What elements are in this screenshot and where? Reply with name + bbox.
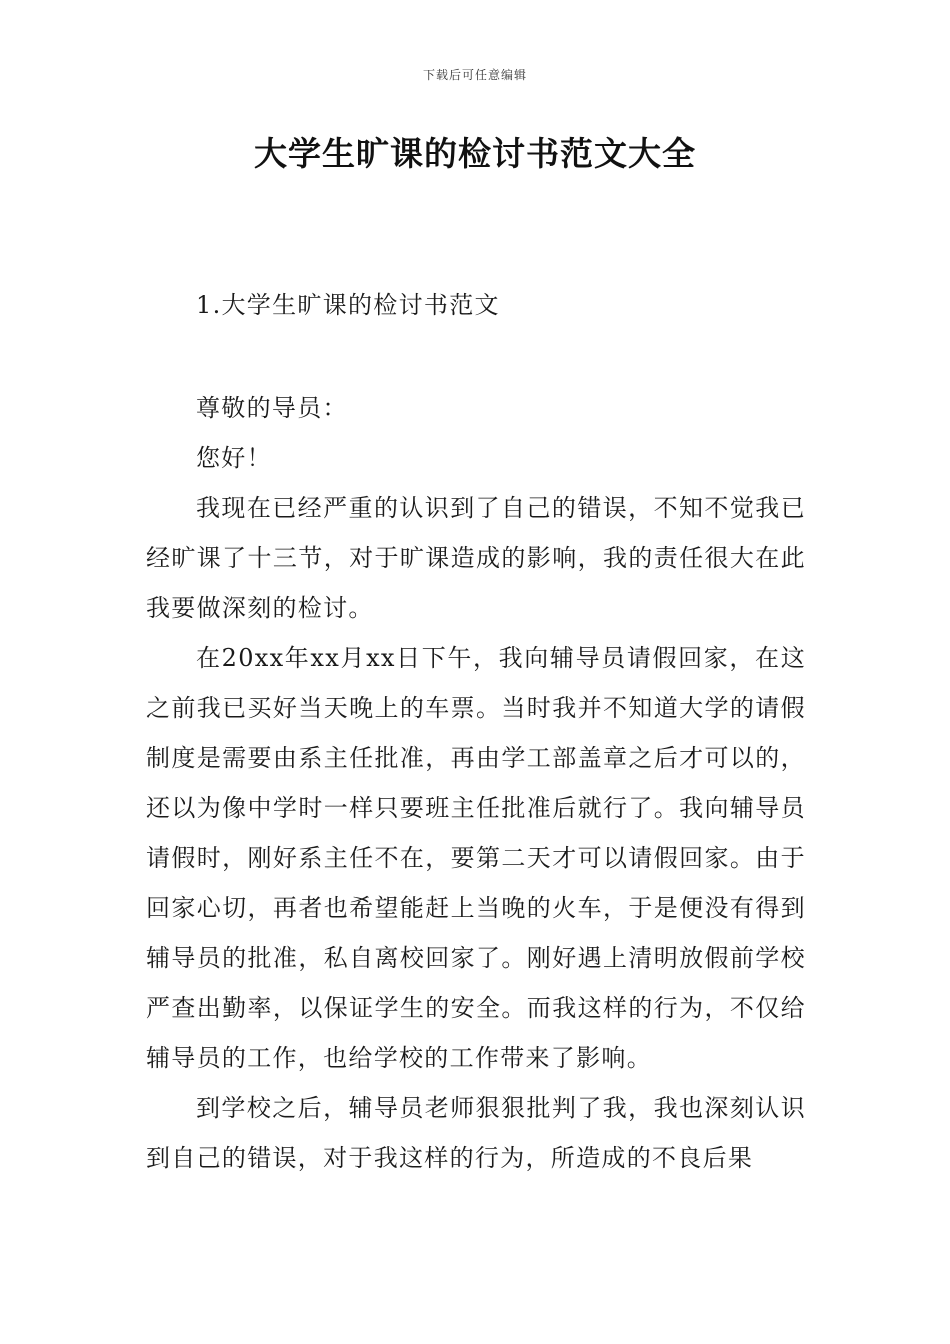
paragraph: 我现在已经严重的认识到了自己的错误，不知不觉我已经旷课了十三节，对于旷课造成的影响，我的责任很大在此我要做深刻的检讨。 xyxy=(146,494,806,622)
salutation: 尊敬的导员： xyxy=(196,394,348,422)
document-title: 大学生旷课的检讨书范文大全 xyxy=(254,134,696,173)
header-note: 下载后可任意编辑 xyxy=(422,68,527,82)
document-body xyxy=(146,280,806,1183)
paragraph: 到学校之后，辅导员老师狠狠批判了我，我也深刻认识到自己的错误，对于我这样的行为，所造成的不良后果 xyxy=(146,1094,806,1172)
greeting: 您好！ xyxy=(196,444,272,472)
paragraph: 在20xx年xx月xx日下午，我向辅导员请假回家，在这之前我已买好当天晚上的车票。当时我并不知道大学的请假制度是需要由系主任批准，再由学工部盖章之后才可以的，还以为像中学时一样只要班主任批准后就行了。我向辅导员请假时，刚好系主任不在，要第二天才可以请假回家。由于回家心切，再者也希望能赶上当晚的火车，于是便没有得到辅导员的批准，私自离校回家了。刚好遇上清明放假前学校严查出勤率，以保证学生的安全。而我这样的行为，不仅给辅导员的工作，也给学校的工作带来了影响。 xyxy=(146,644,806,1072)
section-heading: 1.大学生旷课的检讨书范文 xyxy=(196,291,500,319)
